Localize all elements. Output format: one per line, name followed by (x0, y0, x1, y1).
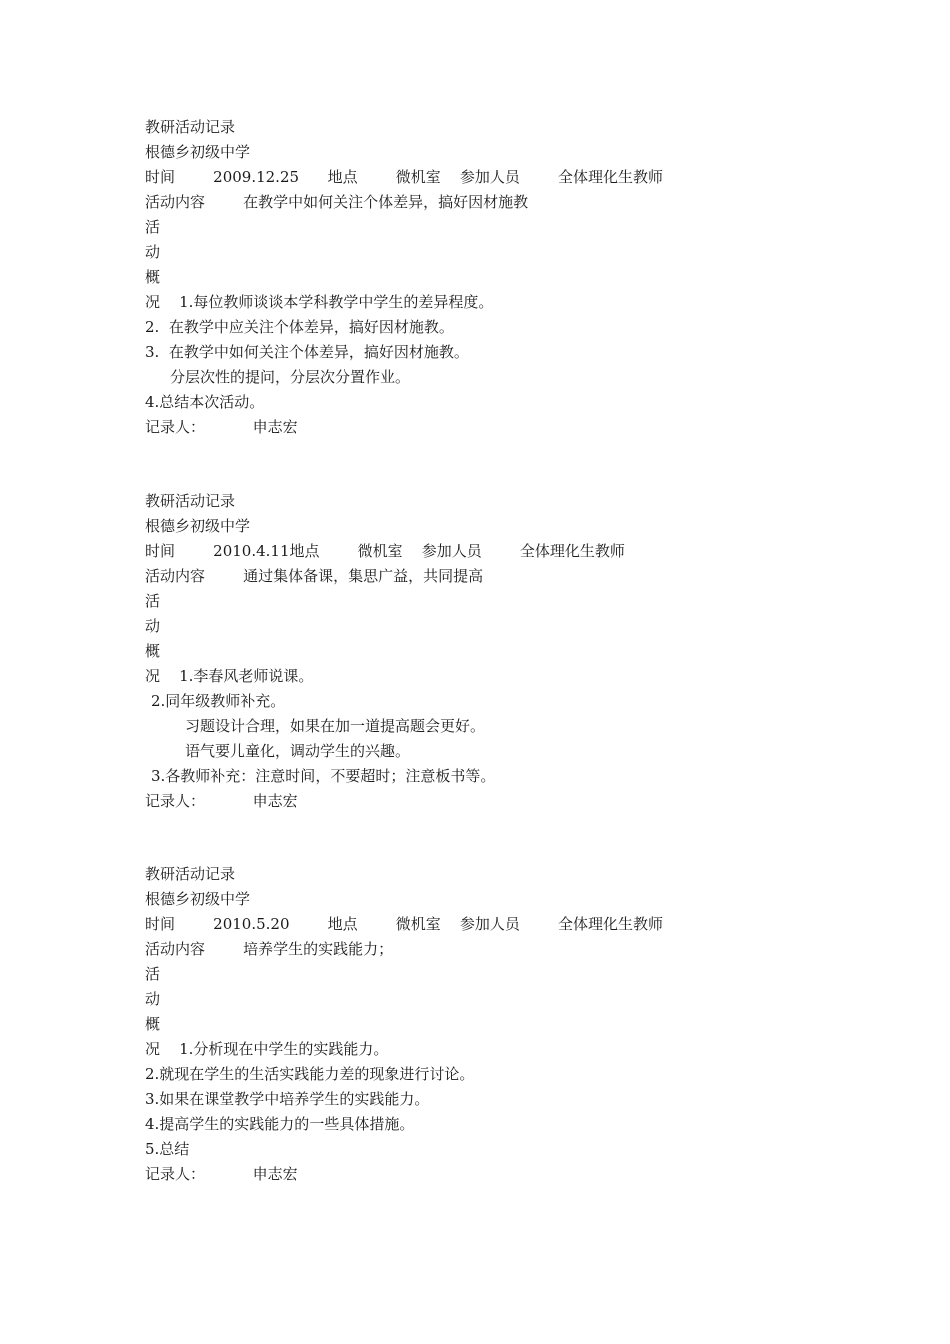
content-line: 活动内容 通过集体备课，集思广益，共同提高 (145, 567, 484, 585)
activity-record-3 (145, 862, 845, 1187)
list-item: 2.就现在学生的生活实践能力差的现象进行讨论。 (145, 1065, 475, 1083)
activity-record-1 (145, 115, 845, 440)
list-item: 5.总结 (145, 1140, 190, 1158)
label-char: 动 (145, 990, 161, 1008)
list-item: 4.提高学生的实践能力的一些具体措施。 (145, 1115, 415, 1133)
list-item: 习题设计合理，如果在加一道提高题会更好。 (185, 717, 486, 735)
label-char: 活 (145, 965, 161, 983)
list-item: 况 1.每位教师谈谈本学科教学中学生的差异程度。 (145, 293, 494, 311)
list-item: 况 1.分析现在中学生的实践能力。 (145, 1040, 389, 1058)
label-char: 活 (145, 218, 161, 236)
label-char: 动 (145, 617, 161, 635)
activity-record-2 (145, 489, 845, 814)
meta-line: 时间 2010.4.11地点 微机室 参加人员 全体理化生教师 (145, 542, 625, 560)
list-item: 2.同年级教师补充。 (151, 692, 286, 710)
school-name: 根德乡初级中学 (145, 890, 251, 908)
recorder-line: 记录人： 申志宏 (145, 1165, 298, 1183)
label-char: 概 (145, 642, 161, 660)
school-name: 根德乡初级中学 (145, 143, 251, 161)
record-title: 教研活动记录 (145, 865, 236, 883)
list-item: 4.总结本次活动。 (145, 393, 265, 411)
record-title: 教研活动记录 (145, 492, 236, 510)
list-item: 语气要儿童化，调动学生的兴趣。 (185, 742, 411, 760)
school-name: 根德乡初级中学 (145, 517, 251, 535)
label-char: 概 (145, 1015, 161, 1033)
list-item: 3.如果在课堂教学中培养学生的实践能力。 (145, 1090, 430, 1108)
content-line: 活动内容 在教学中如何关注个体差异，搞好因材施教 (145, 193, 529, 211)
label-char: 概 (145, 268, 161, 286)
content-line: 活动内容 培养学生的实践能力； (145, 940, 394, 958)
label-char: 活 (145, 592, 161, 610)
list-item: 分层次性的提问，分层次分置作业。 (170, 368, 411, 386)
label-char: 动 (145, 243, 161, 261)
list-item: 3. 在教学中如何关注个体差异，搞好因材施教。 (145, 343, 469, 361)
record-title: 教研活动记录 (145, 118, 236, 136)
list-item: 况 1.李春风老师说课。 (145, 667, 314, 685)
meta-line: 时间 2009.12.25 地点 微机室 参加人员 全体理化生教师 (145, 168, 663, 186)
recorder-line: 记录人： 申志宏 (145, 792, 298, 810)
list-item: 3.各教师补充：注意时间，不要超时；注意板书等。 (151, 767, 496, 785)
recorder-line: 记录人： 申志宏 (145, 418, 298, 436)
list-item: 2. 在教学中应关注个体差异，搞好因材施教。 (145, 318, 454, 336)
meta-line: 时间 2010.5.20 地点 微机室 参加人员 全体理化生教师 (145, 915, 663, 933)
